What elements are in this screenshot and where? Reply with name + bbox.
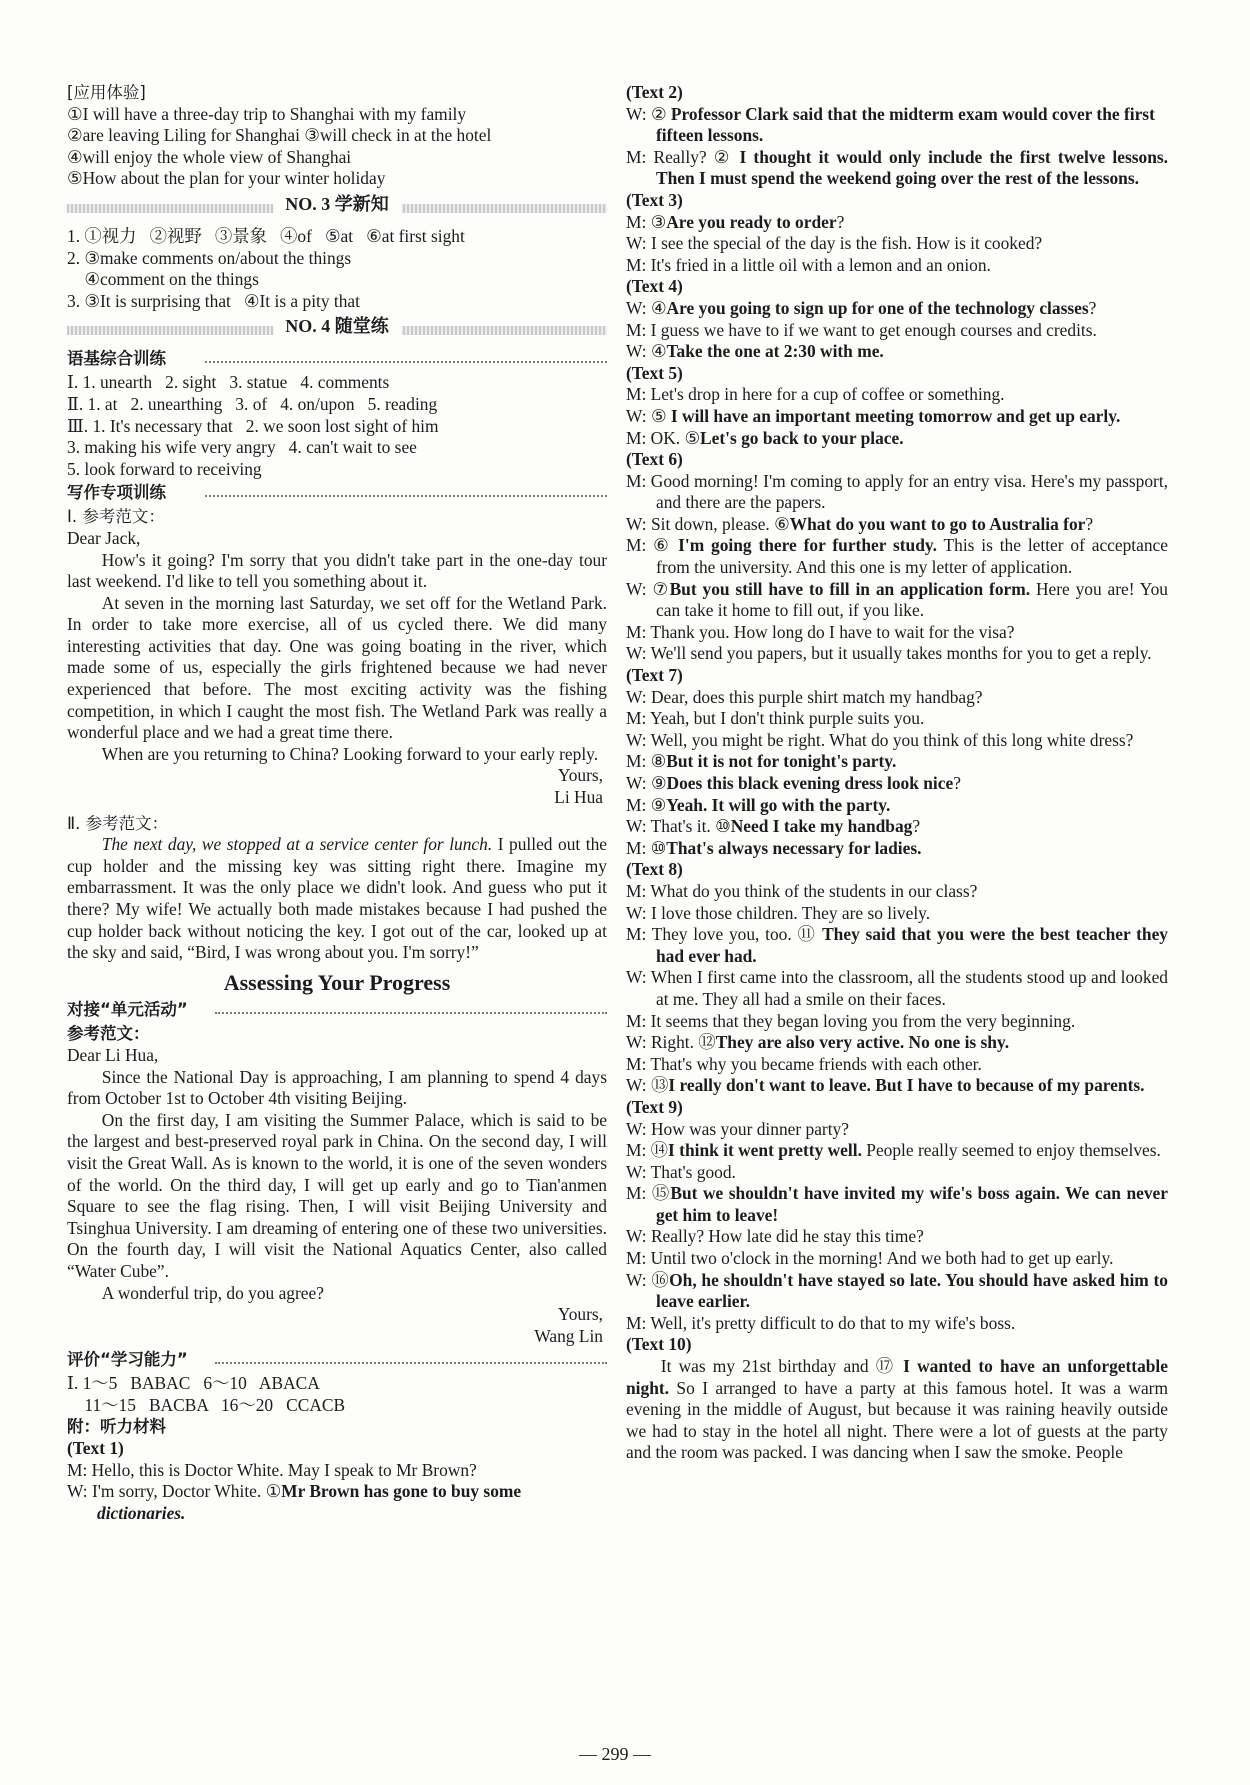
text9-line (626, 1140, 1168, 1162)
text7-line: M: Yeah, but I don't think purple suits you. (626, 708, 925, 729)
lang-line: Ⅲ. 1. It's necessary that 2. we soon lost sight of him (67, 415, 439, 436)
text10-paragraph (626, 1356, 1168, 1464)
lang-line: Ⅱ. 1. at 2. unearthing 3. of 4. on/upon 5. reading (67, 393, 438, 414)
speaker: W: ② (626, 103, 671, 124)
text3-line (626, 212, 1168, 234)
unit-heading: 对接“单元活动” (67, 1000, 188, 1020)
text3-label: (Text 3) (626, 189, 683, 210)
text6-line: W: We'll send you papers, but it usually takes months for you to get a reply. (626, 643, 1152, 664)
w1-salutation: Dear Jack, (67, 527, 141, 548)
w2-label: Ⅱ. 参考范文： (67, 813, 169, 833)
text8-line (626, 924, 1168, 967)
w1-closing: Yours, (557, 765, 603, 786)
text7-line (626, 838, 1168, 860)
eval-heading: 评价“学习能力” (67, 1350, 188, 1370)
speaker: W: ④ (626, 297, 667, 318)
text: ? (1088, 297, 1097, 318)
text9-line: M: Until two o'clock in the morning! And we both had to get up early. (626, 1248, 1114, 1269)
dotted-rule (215, 1362, 607, 1364)
unit-paragraph: On the first day, I am visiting the Summer Palace, which is said to be the largest and best-preserved royal park in China. On the second day, I will visit the Great Wall. As is known to the world, it is one of the seven wonders of the world. On the third day, I will get up early and go to Tian'anmen Square to see the flag rising. Then, I will visit Beijing University and Tsinghua University. I am dreaming of entering one of these two universities. On the fourth day, I will visit the National Aquatics Center, also called “Water Cube”. (67, 1109, 607, 1281)
text3-line: M: It's fried in a little oil with a lemon and an onion. (626, 254, 991, 275)
text9-line (626, 1183, 1168, 1226)
text5-line (626, 428, 1168, 450)
text8-line: W: When I first came into the classroom, all the students stood up and looked at me. They all had a smile on their faces. (626, 967, 1168, 1009)
unit-heading-row (67, 999, 607, 1023)
text8-line: M: What do you think of the students in our class? (626, 880, 978, 901)
speaker: W: Sit down, please. ⑥ (626, 513, 790, 534)
speaker: M: ⑮ (626, 1183, 671, 1204)
speaker: M: They love you, too. ⑪ (626, 924, 823, 945)
writing-heading-row (67, 482, 607, 506)
text: ? (1085, 513, 1094, 534)
text5-line (626, 406, 1168, 428)
bold-answer: What do you want to go to Australia for (789, 513, 1086, 534)
text8-line: W: I love those children. They are so lively. (626, 902, 931, 923)
bold-answer: Take the one at 2:30 with me. (666, 341, 884, 362)
text4-line: M: I guess we have to if we want to get enough courses and credits. (626, 319, 1097, 340)
bold-answer: That's always necessary for ladies. (666, 837, 922, 858)
bold-answer: Yeah. It will go with the party. (666, 794, 891, 815)
no4-title: NO. 4 随堂练 (273, 316, 401, 338)
speaker: W: That's it. ⑩ (626, 816, 731, 837)
text7-line: W: Dear, does this purple shirt match my handbag? (626, 686, 983, 707)
text1-continued: dictionaries. (97, 1502, 186, 1523)
text7-line (626, 773, 1168, 795)
w1-name: Li Hua (554, 787, 603, 808)
bold-answer: Need I take my handbag (730, 816, 913, 837)
speaker: W: ⑯ (626, 1269, 670, 1290)
dotted-rule (215, 1012, 607, 1014)
apply-line: ①I will have a three-day trip to Shanghai with my family (67, 103, 467, 124)
bold-answer: Oh, he shouldn't have stayed so late. You should have asked him to leave earlier. (656, 1269, 1168, 1312)
speaker: W: ④ (626, 341, 667, 362)
speaker: W: ⑨ (626, 773, 667, 793)
section-band-no3 (67, 194, 607, 224)
text: ? (912, 816, 921, 837)
w2-text: I pulled out the cup holder and the missing key was sitting right there. Imagine my embarrassment. It was the only place we didn't look. And guess who put it there? My wife! We actually both made mistakes because I had pushed the cup holder back without noticing the key. I got out of the car, looked up at the sky and said, “Bird, I was wrong about you. I'm sorry!” (67, 834, 608, 963)
text4-label: (Text 4) (626, 276, 683, 297)
text4-line (626, 341, 1168, 363)
bold-answer: Professor Clark said that the midterm exam would cover the first fifteen lessons. (656, 103, 1155, 146)
no3-line: ④comment on the things (67, 269, 259, 290)
text6-line (626, 579, 1168, 622)
text9-label: (Text 9) (626, 1096, 683, 1117)
bold-answer: They said that you were the best teacher they had ever had. (656, 924, 1169, 966)
text8-line (626, 1075, 1168, 1097)
text6-line: M: Thank you. How long do I have to wait for the visa? (626, 621, 1015, 642)
speaker: M: ⑥ (626, 535, 679, 556)
text10-label: (Text 10) (626, 1334, 692, 1355)
speaker: W: ⑬ (626, 1075, 669, 1096)
section-band-no4 (67, 316, 607, 346)
unit-closing: Yours, (557, 1304, 603, 1325)
text5-line: M: Let's drop in here for a cup of coffee or something. (626, 384, 1005, 405)
speaker: M: OK. ⑤ (626, 427, 701, 448)
unit-name: Wang Lin (534, 1325, 603, 1346)
text8-label: (Text 8) (626, 859, 683, 880)
no3-line: 1. ①视力 ②视野 ③景象 ④of ⑤at ⑥at first sight (67, 225, 465, 246)
text9-line: W: That's good. (626, 1161, 736, 1182)
bold-answer: Are you ready to order (666, 211, 837, 232)
lang-heading-row (67, 348, 607, 372)
unit-label: 参考范文： (67, 1024, 150, 1044)
w2-italic-sentence: The next day, we stopped at a service center for lunch. (101, 834, 493, 855)
left-column (67, 82, 607, 1524)
text3-line: W: I see the special of the day is the fish. How is it cooked? (626, 233, 1043, 254)
unit-salutation: Dear Li Hua, (67, 1044, 159, 1065)
apply-line: ④will enjoy the whole view of Shanghai (67, 146, 352, 167)
lang-line: Ⅰ. 1. unearth 2. sight 3. statue 4. comments (67, 372, 390, 393)
text1-bold: Mr Brown has gone to buy some (281, 1481, 522, 1502)
speaker: M: ③ (626, 211, 667, 232)
speaker: M: ⑨ (626, 794, 667, 815)
text: This is the letter of acceptance from the university. And this one is my letter of application. (656, 535, 1168, 578)
no3-line: 2. ③make comments on/about the things (67, 247, 352, 268)
text8-line: M: It seems that they began loving you from the very beginning. (626, 1010, 1076, 1031)
text4-line (626, 298, 1168, 320)
unit-paragraph: Since the National Day is approaching, I am planning to spend 4 days from October 1st to October 4th visiting Beijing. (67, 1066, 607, 1109)
eval-line: Ⅰ. 1～5 BABAC 6～10 ABACA (67, 1373, 320, 1394)
text2-label: (Text 2) (626, 82, 683, 102)
text6-line: M: Good morning! I'm coming to apply for an entry visa. Here's my passport, and there are the papers. (626, 470, 1168, 513)
speaker: W: Right. ⑫ (626, 1032, 716, 1053)
text2-line (626, 147, 1168, 190)
text: So I arranged to have a party at this famous hotel. It was a warm evening in the middle of August, but because it was raining heavily outside we had to stay in the hotel all night. There were a lot of guests at the party and the room was packed. I was dancing when I saw the smoke. People (626, 1377, 1168, 1463)
bold-answer: I thought it would only include the first twelve lessons. Then I must spend the weekend going over the rest of the lessons. (656, 146, 1168, 189)
apply-heading: [应用体验] (67, 83, 146, 102)
bold-answer: They are also very active. No one is shy. (715, 1032, 1010, 1053)
speaker: W: ⑦ (626, 578, 670, 599)
bold-answer: I really don't want to leave. But I have to because of my parents. (668, 1075, 1145, 1096)
text: Here you are! You can take it home to fill out, if you like. (656, 578, 1168, 621)
text9-line (626, 1270, 1168, 1313)
bold-answer: But we shouldn't have invited my wife's boss again. We can never get him to leave! (656, 1183, 1168, 1225)
w1-paragraph: When are you returning to China? Looking forward to your early reply. (101, 743, 599, 764)
text7-line (626, 751, 1168, 773)
text8-line: M: That's why you became friends with each other. (626, 1053, 982, 1074)
text7-line (626, 816, 1168, 838)
bold-answer: I wanted to have an unforgettable night. (626, 1356, 1168, 1398)
text: It was my 21st birthday and ⑰ (660, 1356, 904, 1377)
text9-line: M: Well, it's pretty difficult to do that to my wife's boss. (626, 1312, 1016, 1333)
speaker: M: Really? ② (626, 146, 740, 167)
no3-line: 3. ③It is surprising that ④It is a pity that (67, 290, 360, 311)
bold-answer: I will have an important meeting tomorrow and get up early. (670, 405, 1121, 426)
right-column (626, 82, 1168, 1464)
text7-line (626, 795, 1168, 817)
text7-label: (Text 7) (626, 665, 683, 686)
text: ? (836, 211, 845, 232)
lang-line: 3. making his wife very angry 4. can't wait to see (67, 437, 417, 458)
w1-label: Ⅰ. 参考范文： (67, 507, 165, 527)
lang-heading: 语基综合训练 (67, 349, 166, 369)
speaker: M: ⑧ (626, 751, 667, 772)
text2-line (626, 104, 1168, 147)
lang-line: 5. look forward to receiving (67, 458, 262, 479)
text6-line (626, 514, 1168, 536)
bold-answer: Does this black evening dress look nice (666, 773, 954, 793)
speaker: M: ⑭ (626, 1140, 669, 1161)
text1-line (67, 1481, 607, 1503)
bold-answer: I'm going there for further study. (678, 535, 937, 556)
dotted-rule (205, 361, 607, 363)
text6-line (626, 535, 1168, 578)
bold-answer: But you still have to fill in an application form. (669, 578, 1031, 599)
assessing-title: Assessing Your Progress (223, 969, 451, 995)
writing-heading: 写作专项训练 (67, 483, 166, 503)
w1-paragraph: At seven in the morning last Saturday, we set off for the Wetland Park. In order to take more exercise, all of us cycled there. We did many interesting activities that day. One was going boating in the river, which made some of us, especially the girls frightened because we had never experienced that before. The most exciting activity was the fishing competition, in which I caught the most fish. The Wetland Park was really a wonderful place and we had a great time there. (67, 592, 607, 743)
apply-line: ⑤How about the plan for your winter holiday (67, 168, 386, 189)
text1-line: M: Hello, this is Doctor White. May I speak to Mr Brown? (67, 1459, 477, 1480)
no3-title: NO. 3 学新知 (273, 194, 401, 216)
eval-line: 11～15 BACBA 16～20 CCACB (67, 1394, 346, 1415)
listen-heading: 附：听力材料 (67, 1417, 166, 1437)
text6-label: (Text 6) (626, 449, 683, 470)
text9-line: W: Really? How late did he stay this time? (626, 1226, 924, 1247)
text: ? (953, 773, 961, 793)
speaker: W: ⑤ (626, 405, 671, 426)
w2-paragraph (67, 834, 607, 964)
text7-line: W: Well, you might be right. What do you think of this long white dress? (626, 729, 1134, 750)
dotted-rule (205, 495, 607, 497)
apply-line: ②are leaving Liling for Shanghai ③will check in at the hotel (67, 125, 492, 146)
text: People really seemed to enjoy themselves. (861, 1140, 1161, 1161)
bold-answer: Let's go back to your place. (700, 427, 904, 448)
text8-line (626, 1032, 1168, 1054)
text1-label: (Text 1) (67, 1438, 124, 1459)
bold-answer: I think it went pretty well. (668, 1140, 862, 1161)
unit-paragraph: A wonderful trip, do you agree? (101, 1282, 324, 1303)
bold-answer: But it is not for tonight's party. (666, 751, 897, 772)
text5-label: (Text 5) (626, 362, 683, 383)
eval-heading-row (67, 1349, 607, 1373)
bold-answer: Are you going to sign up for one of the technology classes (666, 297, 1089, 318)
text9-line: W: How was your dinner party? (626, 1118, 849, 1139)
page-number: — 299 — (579, 1744, 651, 1764)
speaker: M: ⑩ (626, 837, 667, 858)
text1-plain: W: I'm sorry, Doctor White. ① (67, 1481, 282, 1502)
w1-paragraph: How's it going? I'm sorry that you didn't take part in the one-day tour last weekend. I'd like to tell you something about it. (67, 549, 607, 592)
